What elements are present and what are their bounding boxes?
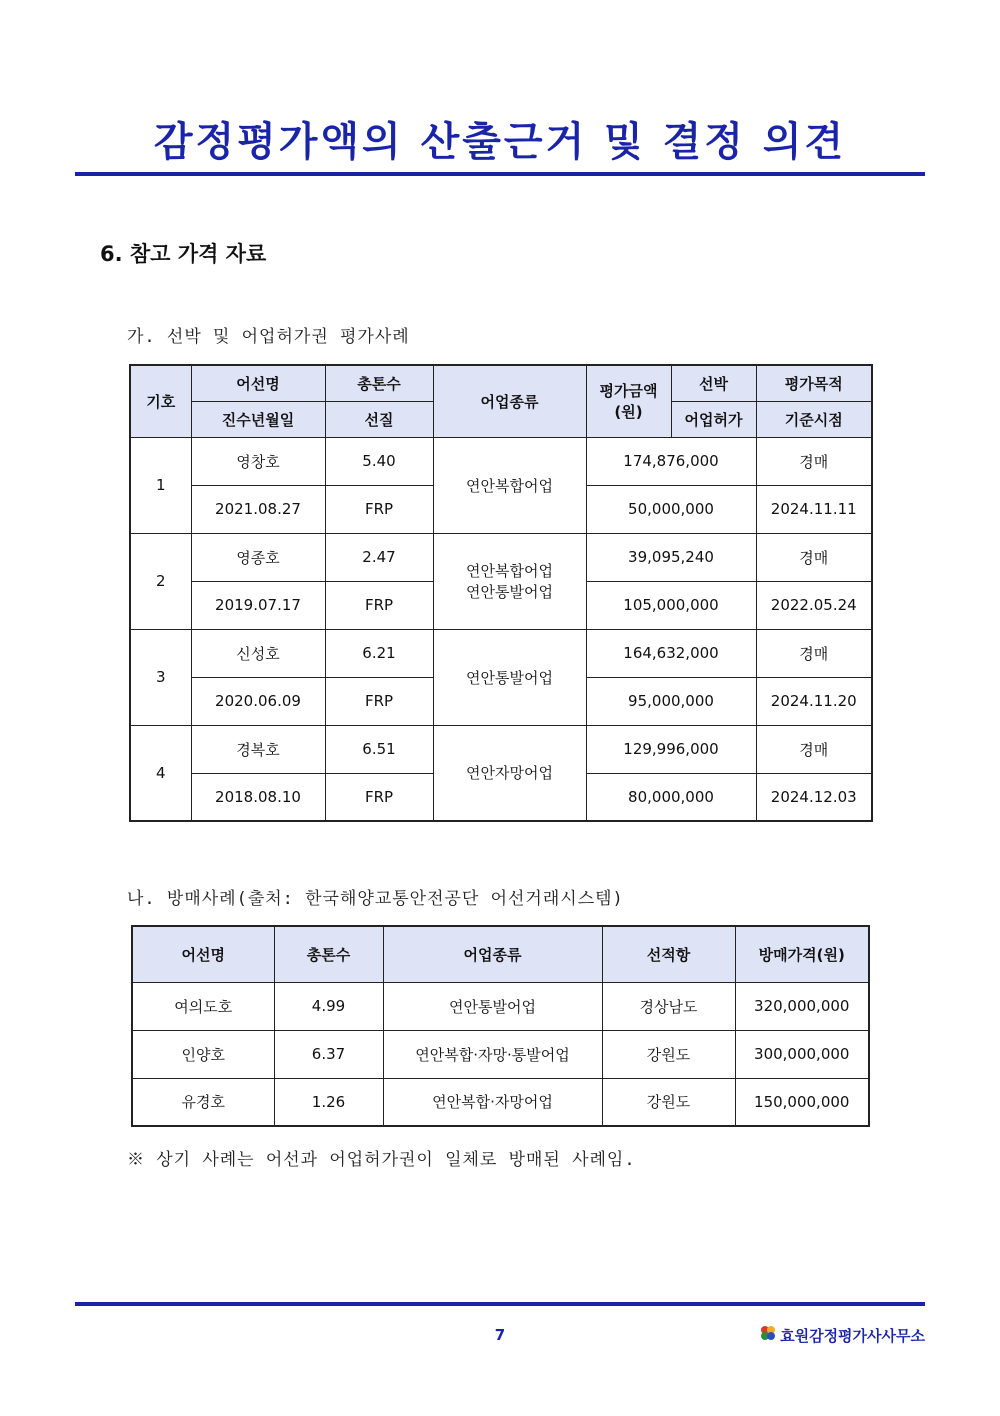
header-purpose: 평가목적 [756,365,872,401]
material: FRP [325,581,433,629]
header-material: 선질 [325,401,433,437]
fishery-type: 연안자망어업 [433,725,586,821]
sale-cases-table [131,925,870,1127]
fishery-type: 연안복합어업 연안통발어업 [433,533,586,629]
page-number: 7 [494,1326,506,1344]
table-row [130,437,872,485]
purpose: 경매 [756,533,872,581]
home-port: 강원도 [602,1030,735,1078]
case-no: 1 [130,437,191,533]
license-amount: 105,000,000 [586,581,756,629]
header-amount: 평가금액 (원) [586,365,671,437]
header-base-date: 기준시점 [756,401,872,437]
fishery-type: 연안통발어업 [383,982,602,1030]
tonnage: 6.21 [325,629,433,677]
fishery-type: 연안복합·자망·통발어업 [383,1030,602,1078]
built-date: 2021.08.27 [191,485,325,533]
base-date: 2024.11.11 [756,485,872,533]
footer-brand [759,1324,925,1346]
header-fishery: 어업종류 [383,926,602,982]
case-no: 4 [130,725,191,821]
license-amount: 95,000,000 [586,677,756,725]
license-amount: 80,000,000 [586,773,756,821]
sale-price: 320,000,000 [735,982,869,1030]
brand-name: 효원감정평가사사무소 [780,1326,925,1345]
sale-price: 300,000,000 [735,1030,869,1078]
header-rule [75,172,925,176]
table1-caption: 가. 선박 및 어업허가권 평가사례 [127,327,410,347]
vessel-name: 신성호 [191,629,325,677]
ship-amount: 39,095,240 [586,533,756,581]
built-date: 2020.06.09 [191,677,325,725]
tonnage: 4.99 [274,982,383,1030]
fishery-type: 연안복합어업 [433,437,586,533]
section-title: 6. 참고 가격 자료 [100,242,267,266]
vessel-name: 인양호 [132,1030,274,1078]
purpose: 경매 [756,725,872,773]
header-port: 선적항 [602,926,735,982]
vessel-name: 여의도호 [132,982,274,1030]
header-vessel: 어선명 [191,365,325,401]
fishery-type: 연안복합·자망어업 [383,1078,602,1126]
built-date: 2019.07.17 [191,581,325,629]
header-tonnage: 총톤수 [274,926,383,982]
base-date: 2024.12.03 [756,773,872,821]
base-date: 2022.05.24 [756,581,872,629]
ship-amount: 174,876,000 [586,437,756,485]
ship-amount: 164,632,000 [586,629,756,677]
vessel-name: 영창호 [191,437,325,485]
header-fishery: 어업종류 [433,365,586,437]
case-no: 3 [130,629,191,725]
footer-rule [75,1302,925,1306]
page-title: 감정평가액의 산출근거 및 결정 의견 [153,119,847,165]
ship-amount: 129,996,000 [586,725,756,773]
sale-price: 150,000,000 [735,1078,869,1126]
base-date: 2024.11.20 [756,677,872,725]
home-port: 강원도 [602,1078,735,1126]
tonnage: 2.47 [325,533,433,581]
license-amount: 50,000,000 [586,485,756,533]
vessel-name: 경복호 [191,725,325,773]
table2-caption: 나. 방매사례(출처: 한국해양교통안전공단 어선거래시스템) [127,889,624,909]
header-ship: 선박 [671,365,756,401]
header-no: 기호 [130,365,191,437]
vessel-name: 영종호 [191,533,325,581]
appraisal-cases-table [129,364,873,822]
table-row [130,533,872,581]
case-no: 2 [130,533,191,629]
vessel-name: 유경호 [132,1078,274,1126]
tonnage: 6.37 [274,1030,383,1078]
purpose: 경매 [756,437,872,485]
header-license: 어업허가 [671,401,756,437]
purpose: 경매 [756,629,872,677]
table-row [132,1030,869,1078]
material: FRP [325,773,433,821]
table-row [130,629,872,677]
footnote: ※ 상기 사례는 어선과 어업허가권이 일체로 방매된 사례임. [127,1150,636,1170]
home-port: 경상남도 [602,982,735,1030]
material: FRP [325,485,433,533]
built-date: 2018.08.10 [191,773,325,821]
table-row [132,982,869,1030]
header-vessel: 어선명 [132,926,274,982]
fishery-type: 연안통발어업 [433,629,586,725]
tonnage: 6.51 [325,725,433,773]
tonnage: 1.26 [274,1078,383,1126]
table-row [130,725,872,773]
material: FRP [325,677,433,725]
header-built: 진수년월일 [191,401,325,437]
table-row [132,1078,869,1126]
logo-icon [759,1324,777,1346]
tonnage: 5.40 [325,437,433,485]
header-tonnage: 총톤수 [325,365,433,401]
header-price: 방매가격(원) [735,926,869,982]
